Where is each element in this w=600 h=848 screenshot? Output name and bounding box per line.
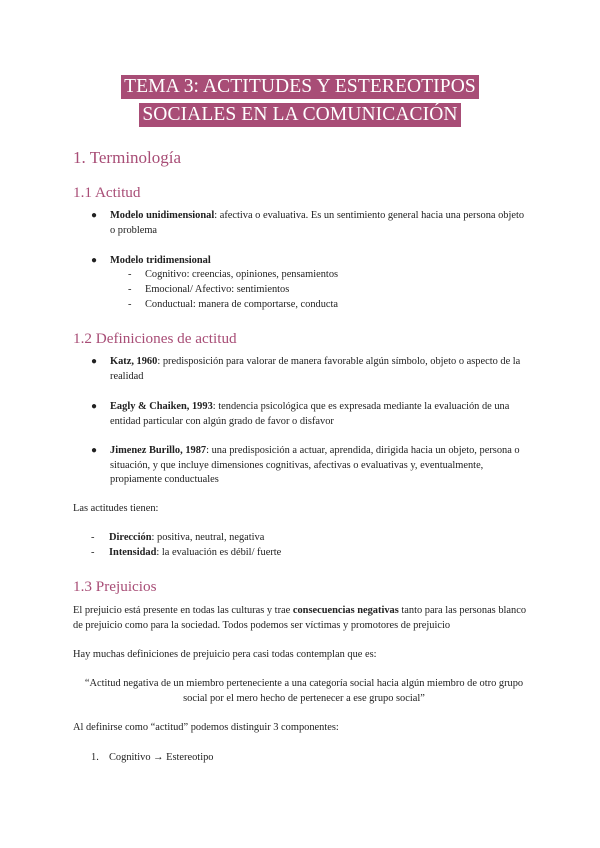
list-item-text: Cognitivo → Estereotipo xyxy=(109,752,214,763)
text-run: tanto para las personas blanco de prejuicio como para la sociedad. Todos podemos ser víctimas y promotores de prejuicio xyxy=(73,605,527,631)
property-text xyxy=(109,531,264,546)
dash-marker: - xyxy=(91,547,95,558)
property-text xyxy=(109,546,281,561)
sub-list-text: Conductual: manera de comportarse, conducta xyxy=(145,299,339,310)
block-quote: “Actitud negativa de un miembro perteneciente a una categoría social hacia algún miembro de otro grupo social por el mero hecho de pertenecer a ese grupo social” xyxy=(84,678,524,704)
definition: : positiva, neutral, negativa xyxy=(151,532,265,543)
definition: : tendencia psicológica que es expresada mediante la evaluación de una entidad particular con algún grado de favor o disfavor xyxy=(110,401,510,427)
author: Katz, 1960 xyxy=(110,356,158,367)
list-item-text xyxy=(110,209,530,238)
title-line-2: SOCIALES EN LA COMUNICACIÓN xyxy=(139,103,460,127)
bullet-icon: ● xyxy=(91,210,98,221)
subsection-heading-actitud: 1.1 Actitud xyxy=(73,184,141,201)
term: Modelo tridimensional xyxy=(110,255,211,266)
sub-list-text: Cognitivo: creencias, opiniones, pensamientos xyxy=(145,269,339,280)
subsection-heading-prejuicios: 1.3 Prejuicios xyxy=(73,578,157,595)
text-run: El prejuicio está presente en todas las culturas y trae xyxy=(73,605,293,616)
paragraph-componentes: Al definirse como “actitud” podemos distinguir 3 componentes: xyxy=(73,722,339,733)
definition: : afectiva o evaluativa. Es un sentimiento general hacia una persona objeto o problema xyxy=(110,210,525,236)
dash-marker: - xyxy=(128,269,132,280)
paragraph-prejuicio xyxy=(73,604,533,633)
term: Modelo unidimensional xyxy=(110,210,215,221)
paragraph-intro: Las actitudes tienen: xyxy=(73,503,159,514)
list-item-text xyxy=(110,400,530,429)
author: Jimenez Burillo, 1987 xyxy=(110,445,207,456)
list-item-text xyxy=(110,355,530,384)
definition: : la evaluación es débil/ fuerte xyxy=(156,547,282,558)
term: Dirección xyxy=(109,532,152,543)
dash-marker: - xyxy=(91,532,95,543)
list-item-text xyxy=(110,254,530,269)
section-heading-terminologia: 1. Terminología xyxy=(73,148,182,167)
bullet-icon: ● xyxy=(91,445,98,456)
subsection-heading-definiciones: 1.2 Definiciones de actitud xyxy=(73,330,237,347)
bullet-icon: ● xyxy=(91,255,98,266)
title-line-1: TEMA 3: ACTITUDES Y ESTEREOTIPOS xyxy=(121,75,479,99)
author: Eagly & Chaiken, 1993 xyxy=(110,401,213,412)
bullet-icon: ● xyxy=(91,356,98,367)
term: Intensidad xyxy=(109,547,157,558)
list-item-text xyxy=(110,444,530,488)
definition: : predisposición para valorar de manera favorable algún símbolo, objeto o aspecto de la realidad xyxy=(110,356,521,382)
document-title xyxy=(0,75,600,127)
dash-marker: - xyxy=(128,299,132,310)
sub-list-text: Emocional/ Afectivo: sentimientos xyxy=(145,284,290,295)
emphasis: consecuencias negativas xyxy=(292,605,399,616)
paragraph-definiciones: Hay muchas definiciones de prejuicio pera casi todas contemplan que es: xyxy=(73,649,377,660)
list-number: 1. xyxy=(91,752,99,763)
dash-marker: - xyxy=(128,284,132,295)
bullet-icon: ● xyxy=(91,401,98,412)
definition: : una predisposición a actuar, aprendida, dirigida hacia un objeto, persona o situación, y que incluye dimensiones cognitivas, afectivas o evaluativas y, eventualmente, propiamente conductuales xyxy=(110,445,520,486)
